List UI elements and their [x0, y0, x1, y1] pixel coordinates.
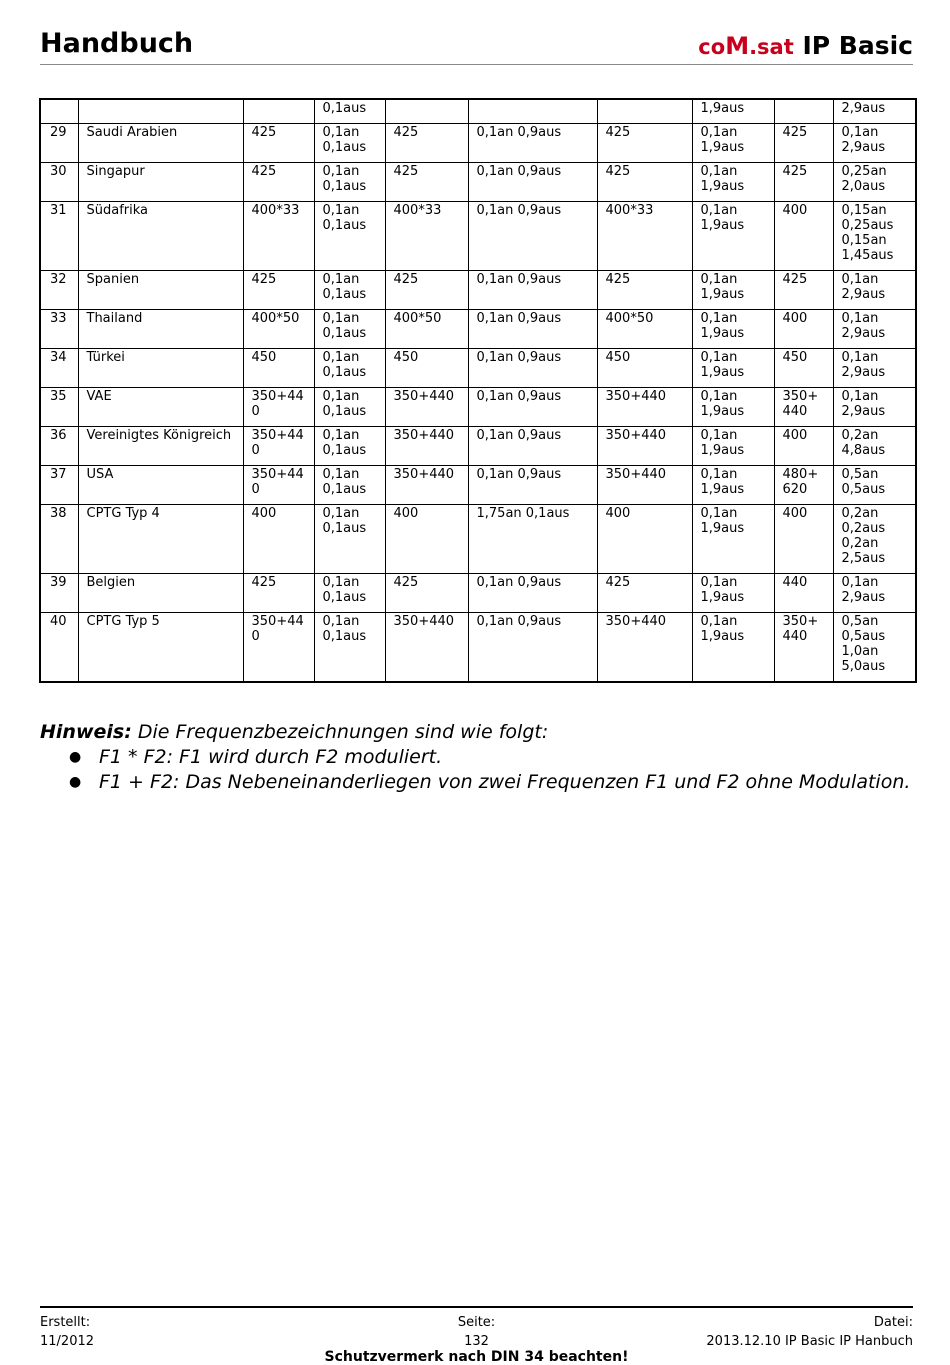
table-cell: 0,1an 1,9aus: [692, 505, 774, 574]
table-cell: 0,1an 0,9aus: [468, 574, 597, 613]
table-cell: 0,1an 0,9aus: [468, 271, 597, 310]
table-cell: Spanien: [78, 271, 243, 310]
table-cell: Vereinigtes Königreich: [78, 427, 243, 466]
table-cell: Thailand: [78, 310, 243, 349]
table-cell: 400: [385, 505, 468, 574]
note-intro: [40, 720, 913, 745]
table-cell: CPTG Typ 5: [78, 613, 243, 683]
table-cell: 425: [597, 574, 692, 613]
table-row: [40, 202, 916, 271]
table-cell: 40: [40, 613, 78, 683]
table-cell: 1,75an 0,1aus: [468, 505, 597, 574]
table-cell: 350+440: [385, 613, 468, 683]
table-cell: 34: [40, 349, 78, 388]
table-cell: 425: [243, 163, 314, 202]
table-cell: 425: [597, 271, 692, 310]
table-row: [40, 124, 916, 163]
table-cell: 0,1an 2,9aus: [833, 388, 916, 427]
footer-page-number: 132: [464, 1334, 489, 1349]
table-row: [40, 466, 916, 505]
table-cell: 0,1an 1,9aus: [692, 271, 774, 310]
table-cell: 0,5an 0,5aus 1,0an 5,0aus: [833, 613, 916, 683]
list-item: [69, 770, 913, 795]
frequency-note: [40, 720, 913, 795]
table-cell: 400: [597, 505, 692, 574]
table-cell: 350+44 0: [243, 466, 314, 505]
table-cell: 0,1an 1,9aus: [692, 349, 774, 388]
footer-created-label: Erstellt:: [40, 1315, 91, 1330]
table-cell: 0,1an 0,1aus: [314, 613, 385, 683]
table-cell: 425: [243, 124, 314, 163]
table-cell: 0,1an 1,9aus: [692, 427, 774, 466]
table-cell: CPTG Typ 4: [78, 505, 243, 574]
table-cell: 425: [243, 574, 314, 613]
table-cell: 400*50: [243, 310, 314, 349]
footer-file: [706, 1313, 913, 1351]
table-body: [40, 99, 916, 682]
table-cell: 350+440: [597, 388, 692, 427]
note-bullet-text: F1 * F2: F1 wird durch F2 moduliert.: [99, 746, 443, 768]
table-cell: 37: [40, 466, 78, 505]
table-cell: Türkei: [78, 349, 243, 388]
table-cell: 0,1an 0,1aus: [314, 310, 385, 349]
table-cell: 0,1an 0,9aus: [468, 427, 597, 466]
table-cell: 450: [774, 349, 833, 388]
table-cell: 400: [774, 505, 833, 574]
table-cell: [774, 99, 833, 124]
table-cell: 0,1an 1,9aus: [692, 388, 774, 427]
table-cell: 0,1an 0,1aus: [314, 388, 385, 427]
table-cell: [78, 99, 243, 124]
table-cell: 450: [385, 349, 468, 388]
table-cell: 425: [385, 163, 468, 202]
table-cell: 0,1an 2,9aus: [833, 124, 916, 163]
note-bullet-text: F1 + F2: Das Nebeneinanderliegen von zwei Frequenzen F1 und F2 ohne Modulation.: [99, 771, 911, 793]
table-row: [40, 388, 916, 427]
table-cell: 0,1an 0,1aus: [314, 271, 385, 310]
table-cell: 0,2an 4,8aus: [833, 427, 916, 466]
table-cell: 0,1an 1,9aus: [692, 163, 774, 202]
table-cell: 29: [40, 124, 78, 163]
footer-page-label: Seite:: [457, 1315, 496, 1330]
table-cell: 0,1an 1,9aus: [692, 574, 774, 613]
table-cell: Saudi Arabien: [78, 124, 243, 163]
table-cell: 0,1an 2,9aus: [833, 271, 916, 310]
table-row: [40, 99, 916, 124]
table-cell: 480+ 620: [774, 466, 833, 505]
table-cell: 400*33: [597, 202, 692, 271]
table-cell: 0,1an 0,9aus: [468, 163, 597, 202]
table-cell: 0,1aus: [314, 99, 385, 124]
footer-file-label: Datei:: [873, 1315, 913, 1330]
document-title: Handbuch: [40, 28, 194, 59]
page-header: [40, 28, 913, 65]
table-cell: 0,1an 0,1aus: [314, 574, 385, 613]
brand-logo-sat: .sat: [749, 35, 794, 59]
table-cell: 0,1an 0,1aus: [314, 505, 385, 574]
table-cell: 425: [243, 271, 314, 310]
table-cell: 38: [40, 505, 78, 574]
list-item: [69, 745, 913, 770]
table-cell: 31: [40, 202, 78, 271]
table-cell: 400: [774, 427, 833, 466]
table-cell: USA: [78, 466, 243, 505]
table-cell: 0,1an 0,9aus: [468, 124, 597, 163]
table-cell: 350+440: [597, 613, 692, 683]
brand-logo-m: M: [725, 32, 750, 60]
table-cell: 400: [774, 202, 833, 271]
table-cell: 0,5an 0,5aus: [833, 466, 916, 505]
table-cell: 450: [243, 349, 314, 388]
table-cell: Südafrika: [78, 202, 243, 271]
table-cell: 0,1an 2,9aus: [833, 574, 916, 613]
table-cell: Singapur: [78, 163, 243, 202]
page-footer: [40, 1306, 913, 1365]
note-label: Hinweis:: [40, 721, 132, 743]
table-cell: 350+440: [385, 388, 468, 427]
table-cell: 0,1an 1,9aus: [692, 613, 774, 683]
table-row: [40, 271, 916, 310]
table-cell: 425: [597, 163, 692, 202]
table-cell: 350+44 0: [243, 613, 314, 683]
footer-file-value: 2013.12.10 IP Basic IP Hanbuch: [706, 1334, 913, 1349]
table-row: [40, 505, 916, 574]
table-cell: 450: [597, 349, 692, 388]
table-row: [40, 427, 916, 466]
table-row: [40, 574, 916, 613]
table-cell: 350+44 0: [243, 427, 314, 466]
table-cell: [40, 99, 78, 124]
table-cell: 400: [243, 505, 314, 574]
bullet-icon: ●: [69, 774, 82, 790]
table-cell: 350+440: [385, 466, 468, 505]
table-cell: 425: [774, 163, 833, 202]
table-cell: 0,1an 0,1aus: [314, 466, 385, 505]
table-cell: 1,9aus: [692, 99, 774, 124]
table-cell: 35: [40, 388, 78, 427]
table-cell: 400*50: [385, 310, 468, 349]
table-cell: 0,2an 0,2aus 0,2an 2,5aus: [833, 505, 916, 574]
table-cell: 0,1an 0,9aus: [468, 613, 597, 683]
table-cell: 0,1an 0,9aus: [468, 310, 597, 349]
table-cell: 400*33: [243, 202, 314, 271]
table-cell: 0,1an 1,9aus: [692, 202, 774, 271]
table-cell: 350+440: [385, 427, 468, 466]
table-row: [40, 310, 916, 349]
footer-protection-notice: Schutzvermerk nach DIN 34 beachten!: [324, 1349, 629, 1365]
table-cell: 350+440: [597, 466, 692, 505]
table-cell: 36: [40, 427, 78, 466]
table-cell: 350+44 0: [243, 388, 314, 427]
bullet-icon: ●: [69, 749, 82, 765]
table-cell: 30: [40, 163, 78, 202]
table-cell: 0,1an 0,1aus: [314, 427, 385, 466]
table-cell: 0,1an 0,9aus: [468, 202, 597, 271]
table-cell: 0,1an 0,1aus: [314, 163, 385, 202]
table-cell: 0,1an 0,1aus: [314, 124, 385, 163]
table-cell: [385, 99, 468, 124]
table-cell: 400*33: [385, 202, 468, 271]
table-cell: 425: [385, 124, 468, 163]
table-cell: 0,1an 0,9aus: [468, 466, 597, 505]
table-cell: 425: [385, 271, 468, 310]
table-cell: 0,1an 2,9aus: [833, 310, 916, 349]
tone-frequency-table: [39, 98, 917, 683]
table-cell: 0,1an 1,9aus: [692, 310, 774, 349]
table-cell: 0,25an 2,0aus: [833, 163, 916, 202]
table-cell: 350+ 440: [774, 613, 833, 683]
table-cell: Belgien: [78, 574, 243, 613]
table-cell: 400*50: [597, 310, 692, 349]
table-cell: 350+ 440: [774, 388, 833, 427]
table-cell: 2,9aus: [833, 99, 916, 124]
table-cell: 32: [40, 271, 78, 310]
table-cell: 0,1an 1,9aus: [692, 466, 774, 505]
table-cell: 0,1an 0,9aus: [468, 388, 597, 427]
table-cell: 440: [774, 574, 833, 613]
brand-product-name: IP Basic: [793, 31, 913, 60]
table-cell: 39: [40, 574, 78, 613]
table-cell: [243, 99, 314, 124]
note-bullet-list: [40, 745, 913, 795]
table-cell: 0,1an 2,9aus: [833, 349, 916, 388]
table-cell: [468, 99, 597, 124]
table-cell: 425: [597, 124, 692, 163]
table-cell: VAE: [78, 388, 243, 427]
table-cell: 425: [385, 574, 468, 613]
table-row: [40, 349, 916, 388]
footer-created-value: 11/2012: [40, 1334, 95, 1349]
table-cell: 425: [774, 271, 833, 310]
table-cell: 0,1an 0,1aus: [314, 349, 385, 388]
table-cell: 425: [774, 124, 833, 163]
table-cell: 350+440: [597, 427, 692, 466]
table-cell: 400: [774, 310, 833, 349]
table-cell: 0,1an 1,9aus: [692, 124, 774, 163]
table-row: [40, 163, 916, 202]
table-cell: 0,15an 0,25aus 0,15an 1,45aus: [833, 202, 916, 271]
table-cell: 0,1an 0,9aus: [468, 349, 597, 388]
table-cell: [597, 99, 692, 124]
brand-logo: [698, 31, 913, 60]
note-text: Die Frequenzbezeichnungen sind wie folgt:: [131, 721, 549, 743]
table-cell: 33: [40, 310, 78, 349]
table-row: [40, 613, 916, 683]
table-cell: 0,1an 0,1aus: [314, 202, 385, 271]
brand-logo-co: co: [698, 35, 726, 59]
